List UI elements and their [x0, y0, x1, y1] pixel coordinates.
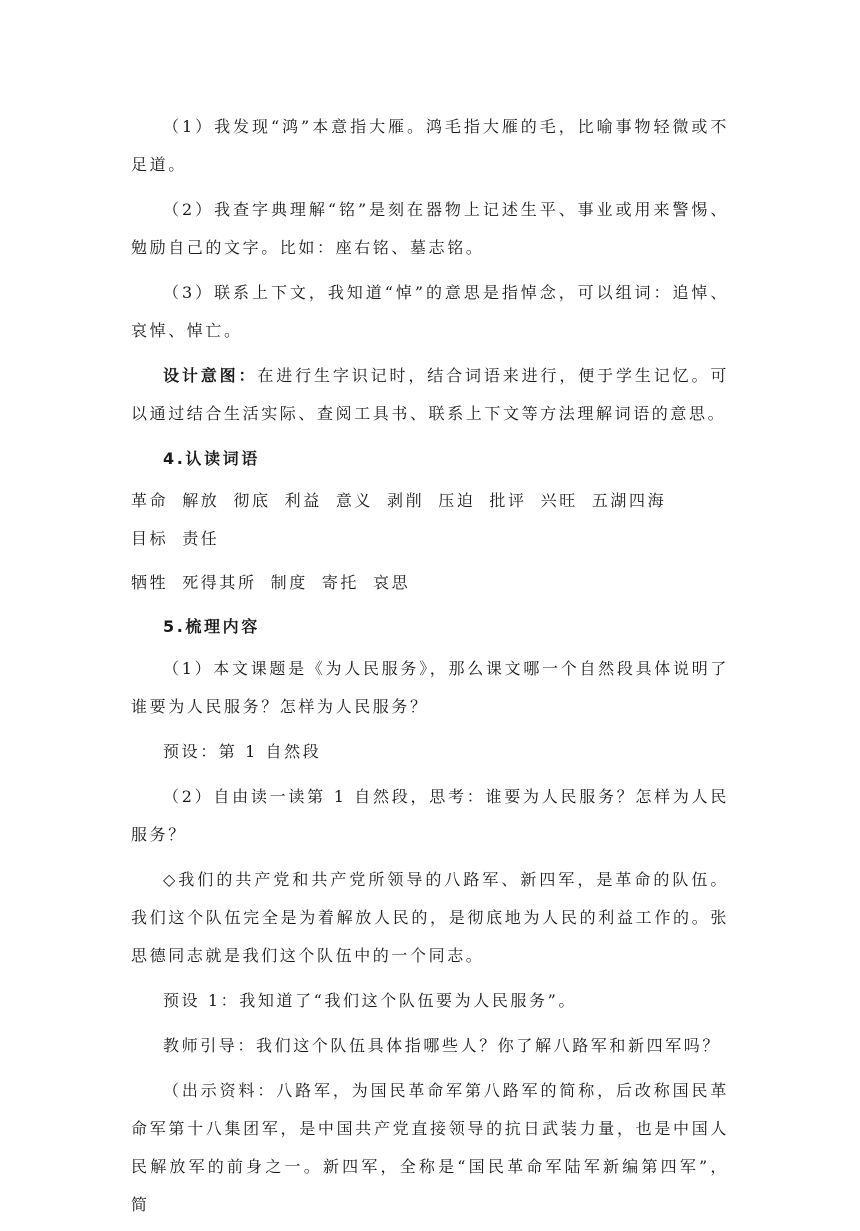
question-2: （2）自由读一读第 1 自然段，思考：谁要为人民服务？怎样为人民服务？: [131, 787, 729, 844]
vocabulary-word: 利益: [284, 491, 322, 510]
paragraph-ming: （2）我查字典理解“铭”是刻在器物上记述生平、事业或用来警惕、勉励自己的文字。比如：座右铭、墓志铭。: [131, 200, 729, 257]
section-heading-content: 5.梳理内容: [163, 617, 260, 636]
design-intent-label: 设计意图：: [163, 366, 258, 385]
question-1: （1）本文课题是《为人民服务》，那么课文哪一个自然段具体说明了谁要为人民服务？怎样为人民服务？: [131, 659, 729, 716]
design-intent-text: 在进行生字识记时，结合词语来进行，便于学生记忆。可以通过结合生活实际、查阅工具书、联系上下文等方法理解词语的意思。: [131, 366, 729, 423]
vocabulary-word: 寄托: [321, 573, 360, 592]
vocabulary-word: 解放: [182, 491, 220, 510]
vocabulary-word: 制度: [270, 573, 308, 592]
paragraph-hong: （1）我发现“鸿”本意指大雁。鸿毛指大雁的毛，比喻事物轻微或不足道。: [131, 117, 729, 174]
teacher-guide: 教师引导：我们这个队伍具体指哪些人？你了解八路军和新四军吗？: [163, 1036, 722, 1055]
section-heading-vocabulary: 4.认读词语: [163, 449, 260, 468]
design-intent-paragraph: [131, 357, 729, 433]
vocabulary-word: 牺牲: [131, 573, 169, 592]
word-list-row-1: [131, 482, 729, 558]
vocabulary-word: 剥削: [387, 491, 425, 510]
quoted-passage: ◇我们的共产党和共产党所领导的八路军、新四军，是革命的队伍。我们这个队伍完全是为着解放人民的，是彻底地为人民的利益工作的。张思德同志就是我们这个队伍中的一个同志。: [131, 870, 729, 965]
word-list-row-2: [131, 564, 729, 602]
vocabulary-word: 死得其所: [182, 573, 257, 592]
vocabulary-word: 五湖四海: [591, 491, 667, 510]
paragraph-dao: （3）联系上下文，我知道“悼”的意思是指悼念，可以组词：追悼、哀悼、悼亡。: [131, 283, 729, 340]
vocabulary-word: 兴旺: [540, 491, 578, 510]
preset-1: 预设 1：我知道了“我们这个队伍要为人民服务”。: [163, 991, 578, 1010]
vocabulary-word: 哀思: [373, 573, 411, 592]
vocabulary-word: 意义: [335, 491, 374, 510]
vocabulary-word: 责任: [182, 529, 220, 548]
vocabulary-word: 压迫: [438, 491, 476, 510]
vocabulary-word: 革命: [131, 491, 169, 510]
vocabulary-word: 批评: [489, 491, 527, 510]
preset-answer: 预设：第 1 自然段: [163, 742, 322, 761]
document-page: [131, 108, 729, 1231]
vocabulary-word: 彻底: [233, 491, 271, 510]
vocabulary-word: 目标: [131, 529, 169, 548]
material-excerpt: （出示资料：八路军，为国民革命军第八路军的简称，后改称国民革命军第十八集团军，是中国共产党直接领导的抗日武装力量，也是中国人民解放军的前身之一。新四军，全称是“国民革命军陆军新编第四军”，简: [131, 1081, 729, 1214]
